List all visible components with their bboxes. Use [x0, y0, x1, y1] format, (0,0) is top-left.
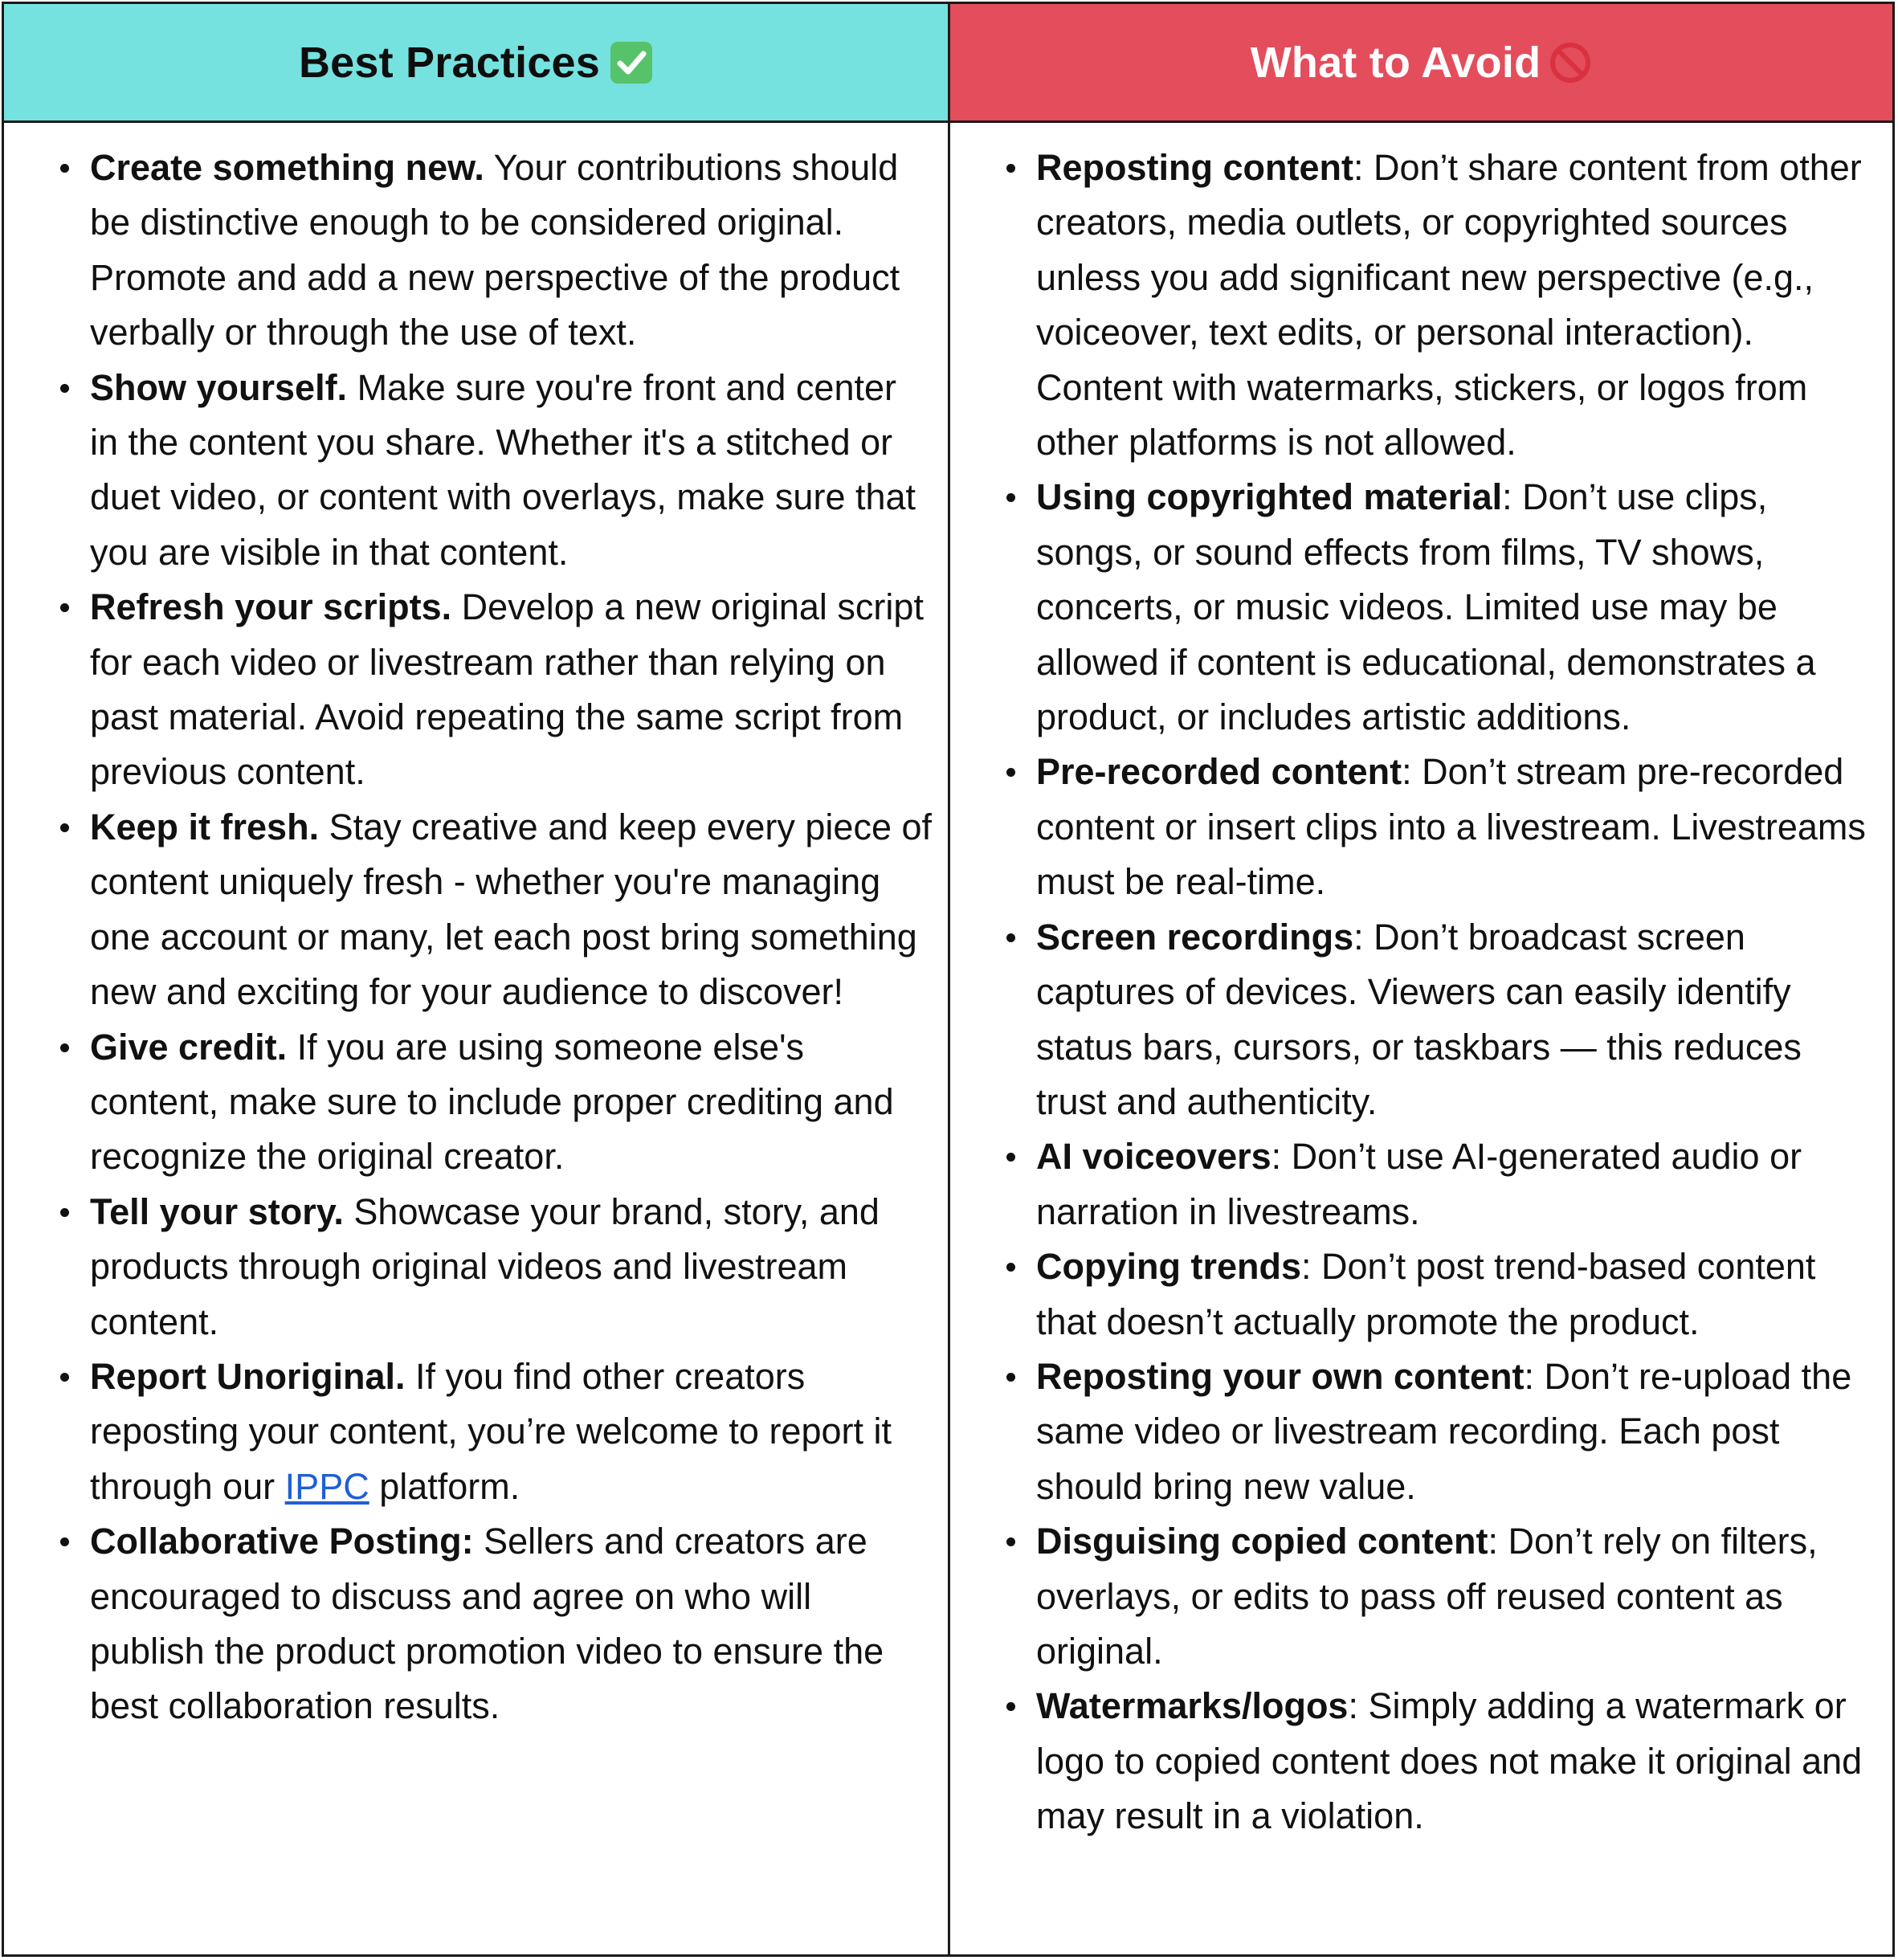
list-item	[90, 141, 932, 361]
best-practices-title: Best Practices	[298, 38, 601, 87]
what-to-avoid-column	[950, 123, 1892, 1954]
item-text: Make sure you're front and center in the content you share. Whether it's a stitched or duet video, or content with overlays, make sure that you are visible in that content.	[90, 366, 916, 573]
item-title: Keep it fresh.	[90, 806, 320, 847]
what-to-avoid-list	[1036, 141, 1876, 1844]
item-title: Create something new.	[90, 147, 484, 188]
list-item	[1036, 1350, 1876, 1514]
list-item	[90, 580, 932, 800]
item-title: Copying trends	[1036, 1246, 1302, 1288]
list-item	[1036, 910, 1876, 1130]
best-practices-list	[90, 141, 932, 1734]
item-text: : Don’t rely on filters, overlays, or edits to pass off reused content as original.	[1036, 1521, 1818, 1672]
list-item	[1036, 470, 1876, 745]
checkmark-icon	[610, 41, 653, 84]
item-text: : Don’t stream pre-recorded content or insert clips into a livestream. Livestreams must be real-time.	[1036, 751, 1866, 903]
list-item	[90, 1185, 932, 1350]
item-text: : Don’t post trend-based content that doesn’t actually promote the product.	[1036, 1246, 1816, 1342]
prohibited-icon	[1549, 41, 1592, 84]
item-title: Show yourself.	[90, 366, 348, 408]
item-title: Refresh your scripts.	[90, 586, 452, 628]
item-text: : Simply adding a watermark or logo to copied content does not make it original and may result in a violation.	[1036, 1685, 1863, 1837]
list-item	[1036, 745, 1876, 909]
item-text: : Don’t use AI-generated audio or narration in livestreams.	[1036, 1136, 1802, 1232]
item-title: Tell your story.	[90, 1190, 344, 1232]
item-title: Using copyrighted material	[1036, 476, 1503, 518]
item-text: If you find other creators reposting your content, you’re welcome to report it through our	[90, 1355, 892, 1507]
list-item	[1036, 141, 1876, 470]
item-text: : Don’t re-upload the same video or livestream recording. Each post should bring new value.	[1036, 1355, 1852, 1507]
item-title: Watermarks/logos	[1036, 1685, 1349, 1727]
item-title: Pre-recorded content	[1036, 751, 1402, 793]
best-practices-column	[4, 123, 950, 1954]
ippc-link[interactable]: IPPC	[284, 1465, 369, 1507]
list-item	[1036, 1679, 1876, 1844]
item-text: : Don’t broadcast screen captures of devices. Viewers can easily identify status bars, cursors, or taskbars — this reduces trust and authenticity.	[1036, 916, 1802, 1122]
item-text: Your contributions should be distinctive enough to be considered original. Promote and add a new perspective of the product verbally or through the use of text.	[90, 147, 900, 353]
item-text: Stay creative and keep every piece of content uniquely fresh - whether you're managing one account or many, let each post bring something new and exciting for your audience to discover!	[90, 806, 933, 1013]
item-text: : Don’t use clips, songs, or sound effects from films, TV shows, concerts, or music videos. Limited use may be allowed if content is educational, demonstrates a product, or includes artistic additions.	[1036, 476, 1816, 738]
list-item	[1036, 1239, 1876, 1350]
list-item	[1036, 1514, 1876, 1679]
item-title: Reposting content	[1036, 147, 1353, 188]
list-item	[90, 800, 932, 1020]
item-title: Screen recordings	[1036, 916, 1354, 958]
best-practices-header	[4, 4, 950, 123]
item-title: Disguising copied content	[1036, 1521, 1488, 1562]
comparison-table	[2, 2, 1895, 1957]
list-item	[90, 1514, 932, 1734]
item-text-after: platform.	[369, 1465, 520, 1507]
list-item	[90, 1020, 932, 1185]
list-item	[1036, 1129, 1876, 1239]
item-text: Showcase your brand, story, and products through original videos and livestream content.	[90, 1190, 880, 1342]
what-to-avoid-title: What to Avoid	[1250, 38, 1541, 87]
list-item	[90, 1350, 932, 1514]
item-text: Develop a new original script for each video or livestream rather than relying on past material. Avoid repeating the same script from previous content.	[90, 586, 924, 793]
item-title: AI voiceovers	[1036, 1136, 1271, 1178]
item-title: Give credit.	[90, 1026, 288, 1068]
what-to-avoid-header	[950, 4, 1892, 123]
item-title: Reposting your own content	[1036, 1355, 1525, 1397]
item-text: : Don’t share content from other creators, media outlets, or copyrighted sources unless you add significant new perspective (e.g., voiceover, text edits, or personal interaction). Content with watermarks, stickers, or logos from other platforms is not allowed.	[1036, 147, 1862, 463]
item-text: If you are using someone else's content, make sure to include proper crediting and recognize the original creator.	[90, 1026, 894, 1178]
item-title: Collaborative Posting:	[90, 1521, 474, 1562]
list-item	[90, 361, 932, 581]
item-text: Sellers and creators are encouraged to discuss and agree on who will publish the product promotion video to ensure the best collaboration results.	[90, 1521, 884, 1727]
item-title: Report Unoriginal.	[90, 1355, 406, 1397]
